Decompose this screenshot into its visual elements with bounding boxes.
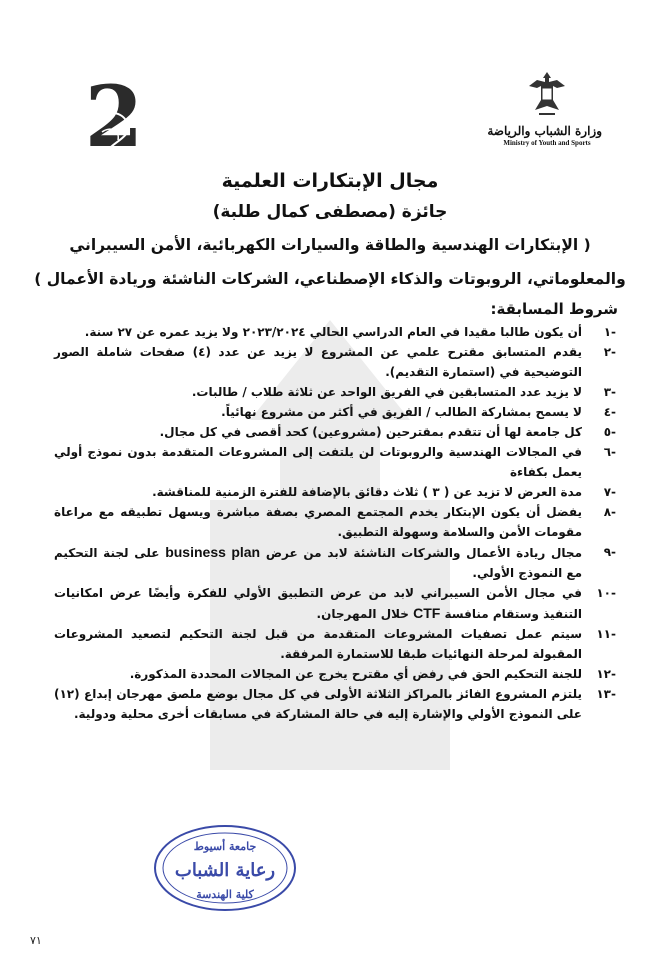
conditions-heading: شروط المسابقة:: [490, 300, 618, 318]
award-name: جائزة (مصطفى كمال طلبة): [212, 202, 448, 222]
condition-item: [54, 422, 616, 442]
ministry-logo: [487, 70, 602, 156]
condition-text: [54, 422, 582, 442]
condition-number: -١١: [596, 627, 616, 641]
condition-number: -٣: [603, 385, 616, 399]
condition-text-part: في مجال الأمن السيبراني لابد من عرض التطبيق الأولي للفكرة وأيضًا عرض امكانيات التنفيذ وستقام منافسة: [54, 586, 582, 621]
condition-number: -٥: [603, 425, 616, 439]
condition-text-part: مدة العرض لا تزيد عن ( ٣ ) ثلاث دقائق بالإضافة للفترة الزمنية للمناقشة.: [152, 485, 582, 499]
condition-text-part: سيتم عمل تصفيات المشروعات المتقدمة من قبل لجنة التحكيم لتصعيد المشروعات المقبولة لمرحلة النهائيات طبقا للاستمارة المرفقة.: [54, 627, 582, 661]
condition-text-part: يلتزم المشروع الفائز بالمراكز الثلاثة الأولى في كل مجال بوضع ملصق مهرجان إبداع (١٢) على النموذج الأولي والإشارة إليه في حالة المشاركة في مسابقات أخرى محلية ودولية.: [54, 687, 582, 721]
condition-text-part: للجنة التحكيم الحق في رفض أي مقترح يخرج عن المجالات المحددة المذكورة.: [129, 667, 582, 681]
condition-text-part: كل جامعة لها أن تتقدم بمقترحين (مشروعين) كحد أقصى في كل مجال.: [159, 425, 582, 439]
condition-number: -١٠: [596, 586, 616, 600]
condition-item: [54, 664, 616, 684]
condition-text: [54, 502, 582, 542]
condition-text: [54, 322, 582, 342]
condition-item: [54, 382, 616, 402]
condition-text-part: أن يكون طالبا مقيدا في العام الدراسي الحالي ٢٠٢٣/٢٠٢٤ ولا يزيد عمره عن ٢٧ سنة.: [84, 325, 582, 339]
condition-item: [54, 402, 616, 422]
page-title: مجال الإبتكارات العلمية: [221, 170, 439, 192]
festival-logo: [84, 80, 144, 166]
condition-item: [54, 482, 616, 502]
university-stamp: [150, 820, 300, 916]
condition-item: [54, 624, 616, 664]
conditions-list: [54, 322, 616, 724]
condition-text: [54, 402, 582, 422]
page-number: ٧١: [30, 934, 42, 947]
condition-item: [54, 342, 616, 382]
condition-number: -١٣: [596, 687, 616, 701]
condition-text: [54, 624, 582, 664]
categories-line-2: والمعلوماتي، الروبوتات والذكاء الإصطناعي، الشركات الناشئة وريادة الأعمال ): [34, 270, 626, 288]
ministry-name-english: Ministry of Youth and Sports: [503, 139, 591, 147]
condition-item: [54, 322, 616, 342]
condition-number: -٧: [603, 485, 616, 499]
condition-text-part: مجال ريادة الأعمال والشركات الناشئة لابد من عرض: [260, 546, 583, 560]
condition-text: [54, 442, 582, 482]
condition-text: [54, 542, 582, 583]
condition-text-part: لا يزيد عدد المتسابقين في الفريق الواحد عن ثلاثة طلاب / طالبات.: [191, 385, 582, 399]
stamp-line-3: كلية الهندسة: [196, 888, 254, 901]
condition-number: -٩: [603, 545, 616, 559]
condition-text: [54, 342, 582, 382]
condition-number: -١٢: [596, 667, 616, 681]
eagle-emblem-icon: [527, 70, 567, 118]
condition-text-part: في المجالات الهندسية والروبوتات لن يلتفت إلى المشروعات المتقدمة بدون نموذج أولي يعمل بكفاءة: [54, 445, 582, 479]
festival-logo-number: 2: [84, 80, 144, 166]
condition-text: [54, 664, 582, 684]
condition-text: [54, 583, 582, 624]
condition-text-part: يفضل أن يكون الإبتكار يخدم المجتمع المصري بصفة مباشرة ويسهل تطبيقه مع مراعاة مقومات الأمن والسلامة وسهولة التطبيق.: [54, 505, 582, 539]
condition-text: [54, 684, 582, 724]
ministry-name-arabic: وزارة الشباب والرياضة: [487, 124, 602, 138]
condition-number: -٦: [603, 445, 616, 459]
english-term: business plan: [165, 544, 261, 560]
condition-text-part: يقدم المتسابق مقترح علمي عن المشروع لا يزيد عن عدد (٤) صفحات شاملة الصور التوضيحية في (استمارة التقديم).: [54, 345, 582, 379]
festival-logo-graphic: [84, 80, 144, 166]
categories-line-1: ( الإبتكارات الهندسية والطاقة والسيارات الكهربائية، الأمن السيبراني: [69, 236, 591, 254]
condition-number: -٤: [603, 405, 616, 419]
condition-number: -٨: [603, 505, 616, 519]
condition-item: [54, 542, 616, 583]
condition-number: -١: [603, 325, 616, 339]
condition-item: [54, 583, 616, 624]
english-term: CTF: [413, 605, 441, 621]
condition-item: [54, 442, 616, 482]
condition-text: [54, 382, 582, 402]
condition-text-part: خلال المهرجان.: [316, 607, 414, 621]
condition-text-part: على لجنة التحكيم مع النموذج الأولي.: [54, 546, 582, 580]
condition-item: [54, 684, 616, 724]
stamp-line-2: رعاية الشباب: [174, 860, 276, 881]
condition-item: [54, 502, 616, 542]
condition-text-part: لا يسمح بمشاركة الطالب / الفريق في أكثر من مشروع نهائياً.: [221, 405, 582, 419]
stamp-line-1: جامعة أسيوط: [193, 840, 257, 853]
condition-text: [54, 482, 582, 502]
condition-number: -٢: [603, 345, 616, 359]
